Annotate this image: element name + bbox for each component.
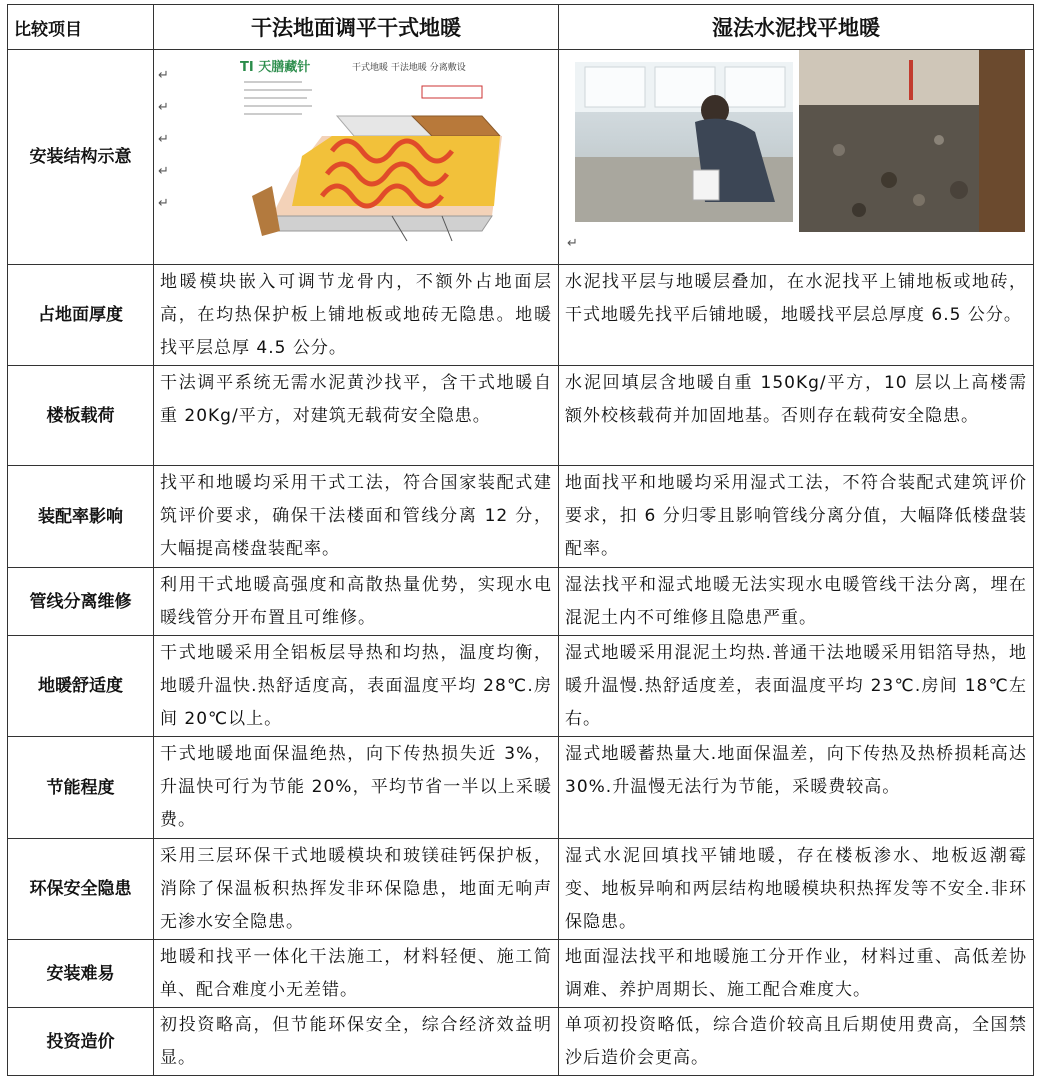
row-label: 节能程度 [8,737,154,839]
table-row [8,1008,1034,1076]
table-row [8,568,1034,636]
wet-cell: 湿式水泥回填找平铺地暖，存在楼板渗水、地板返潮霉变、地板异响和两层结构地暖模块积热挥发等不安全.非环保隐患。 [559,839,1034,940]
worker-pouring-photo [575,62,793,222]
wet-cell: 水泥回填层含地暖自重 150Kg/平方，10 层以上高楼需额外校核载荷并加固地基。否则存在载荷安全隐患。 [559,366,1034,466]
wet-screed-floor-photo [799,50,1025,232]
table-row [8,50,1034,265]
header-compare-item: 比较项目 [8,5,154,50]
margin-marks: ↵ ↵ ↵ ↵ ↵ [158,68,169,211]
brand-logo: TI 天膳藏针 [240,60,311,75]
row-label: 楼板载荷 [8,366,154,466]
worker-photo-svg [575,62,793,222]
row-label: 投资造价 [8,1008,154,1076]
dry-cell: 采用三层环保干式地暖模块和玻镁硅钙保护板，消除了保温板积热挥发非环保隐患，地面无响声无渗水安全隐患。 [154,839,559,940]
header-row [8,5,1034,50]
wet-cell: 湿式地暖采用混泥土均热.普通干法地暖采用铝箔导热，地暖升温慢.热舒适度差，表面温度平均 23℃.房间 18℃左右。 [559,636,1034,737]
table-row [8,366,1034,466]
dry-cell: 找平和地暖均采用干式工法，符合国家装配式建筑评价要求，确保干法楼面和管线分离 12 分，大幅提高楼盘装配率。 [154,466,559,568]
wet-cell: 地面找平和地暖均采用湿式工法，不符合装配式建筑评价要求，扣 6 分归零且影响管线分离分值，大幅降低楼盘装配率。 [559,466,1034,568]
dry-cell: 地暖和找平一体化干法施工，材料轻便、施工简单、配合难度小无差错。 [154,940,559,1008]
table-row [8,265,1034,366]
table-row [8,737,1034,839]
table-row [8,940,1034,1008]
row-label: 环保安全隐患 [8,839,154,940]
wet-cell: 水泥找平层与地暖层叠加，在水泥找平上铺地板或地砖，干式地暖先找平后铺地暖，地暖找平层总厚度 6.5 公分。 [559,265,1034,366]
row-label: 地暖舒适度 [8,636,154,737]
dry-cell: 地暖模块嵌入可调节龙骨内，不额外占地面层高，在均热保护板上铺地板或地砖无隐患。地暖找平层总厚 4.5 公分。 [154,265,559,366]
dry-cell: 干式地暖采用全铝板层导热和均热，温度均衡，地暖升温快.热舒适度高，表面温度平均 28℃.房间 20℃以上。 [154,636,559,737]
table-row [8,839,1034,940]
header-wet-method: 湿法水泥找平地暖 [559,5,1034,50]
table-row [8,466,1034,568]
dry-cell: 干法调平系统无需水泥黄沙找平，含干式地暖自重 20Kg/平方，对建筑无载荷安全隐患。 [154,366,559,466]
row-label: 安装结构示意 [8,50,154,265]
table-row [8,636,1034,737]
dry-diagram-cell [154,50,559,265]
dry-cell: 利用干式地暖高强度和高散热量优势，实现水电暖线管分开布置且可维修。 [154,568,559,636]
dry-cell: 干式地暖地面保温绝热，向下传热损失近 3%，升温快可行为节能 20%，平均节省一半以上采暖费。 [154,737,559,839]
wet-cell: 单项初投资略低，综合造价较高且后期使用费高，全国禁沙后造价会更高。 [559,1008,1034,1076]
wet-cell: 湿法找平和湿式地暖无法实现水电暖管线干法分离，埋在混泥土内不可维修且隐患严重。 [559,568,1034,636]
wet-cell: 地面湿法找平和地暖施工分开作业，材料过重、高低差协调难、养护周期长、施工配合难度大。 [559,940,1034,1008]
header-dry-method: 干法地面调平干式地暖 [154,5,559,50]
installation-diagram [232,56,512,246]
row-label: 占地面厚度 [8,265,154,366]
row-label: 管线分离维修 [8,568,154,636]
dry-cell: 初投资略高，但节能环保安全，综合经济效益明显。 [154,1008,559,1076]
comparison-table [7,4,1034,1076]
row-label: 装配率影响 [8,466,154,568]
wet-cell: 湿式地暖蓄热量大.地面保温差，向下传热及热桥损耗高达 30%.升温慢无法行为节能，采暖费较高。 [559,737,1034,839]
row-label: 安装难易 [8,940,154,1008]
floor-structure-svg [232,56,512,246]
paragraph-mark: ↵ [567,236,578,251]
floor-photo-svg [799,50,1025,232]
diagram-caption: 干式地暖 干法地暖 分离敷设 [352,63,466,73]
wet-photos-cell [559,50,1034,265]
